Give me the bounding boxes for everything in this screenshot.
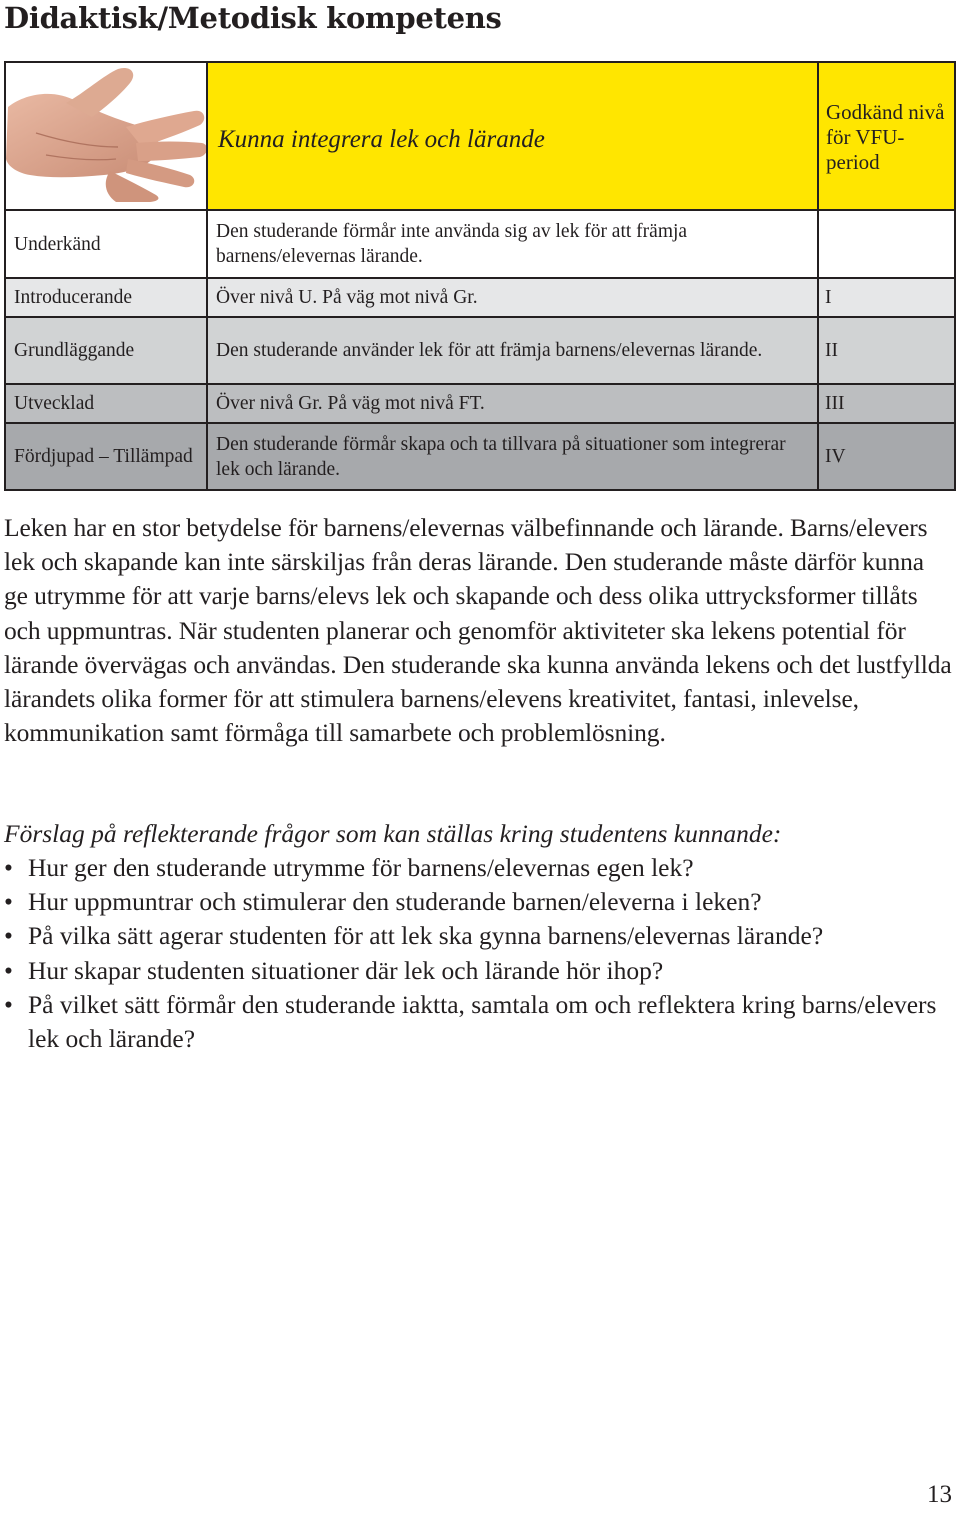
bullet-icon: • — [4, 921, 13, 951]
list-item — [4, 851, 954, 885]
grade-description: Den studerande använder lek för att främja barnens/elevernas lärande. — [207, 317, 818, 384]
question-text: Hur uppmuntrar och stimulerar den studerande barnen/eleverna i leken? — [28, 887, 762, 917]
grade-description: Över nivå U. På väg mot nivå Gr. — [207, 278, 818, 317]
grade-label: Introducerande — [5, 278, 207, 317]
grade-label: Utvecklad — [5, 384, 207, 423]
question-text: På vilket sätt förmår den studerande iaktta, samtala om och reflektera kring barns/elevers lek och lärande? — [28, 989, 937, 1054]
grade-description: Den studerande förmår skapa och ta tillvara på situationer som integrerar lek och lärande. — [207, 423, 818, 490]
grade-label: Underkänd — [5, 210, 207, 278]
grade-level: II — [818, 317, 955, 384]
page-title: Didaktisk/Metodisk kompetens — [4, 1, 502, 35]
question-text: På vilka sätt agerar studenten för att lek ska gynna barnens/elevernas lärande? — [28, 921, 824, 951]
grade-level: I — [818, 278, 955, 317]
grade-level — [818, 210, 955, 278]
grade-level: III — [818, 384, 955, 423]
criterion-title: Kunna integrera lek och lärande — [207, 62, 818, 210]
list-item — [4, 988, 954, 1056]
grade-label: Fördjupad – Tillämpad — [5, 423, 207, 490]
list-item — [4, 919, 954, 953]
rubric-row-fordjupad — [5, 423, 955, 490]
hand-illustration — [6, 63, 207, 202]
bullet-icon: • — [4, 853, 13, 882]
list-item — [4, 885, 954, 919]
hand-icon — [5, 62, 207, 210]
body-paragraph: Leken har en stor betydelse för barnens/elevernas välbefinnande och lärande. Barns/elevers lek och skapande kan inte särskiljas från deras lärande. Den studerande måste därför kunna ge utrymme för att varje barns/elevs lek och skapande och dess olika uttrycksformer tillåts och uppmuntras. När studenten planerar och genomför aktiviteter ska lekens potential för lärande övervägas och användas. Den studerande ska kunna använda lekens och det lustfyllda lärandets olika former för att stimulera barnens/elevens kreativitet, fantasi, inlevelse, kommunikation samt förmåga till samarbete och problemlösning. — [4, 513, 952, 748]
reflection-questions-list — [4, 851, 954, 1056]
bullet-icon: • — [4, 989, 13, 1019]
grade-description: Den studerande förmår inte använda sig av lek för att främja barnens/elevernas lärande. — [207, 210, 818, 278]
bullet-icon: • — [4, 955, 13, 985]
bullet-icon: • — [4, 887, 13, 917]
rubric-row-utvecklad — [5, 384, 955, 423]
questions-heading: Förslag på reflekterande frågor som kan ställas kring studentens kunnande: — [4, 819, 782, 848]
question-text: Hur ger den studerande utrymme för barnens/elevernas egen lek? — [28, 853, 694, 882]
list-item — [4, 954, 954, 988]
rubric-row-grundlaggande — [5, 317, 955, 384]
rubric-row-underkand — [5, 210, 955, 278]
rubric-header-row — [5, 62, 955, 210]
assessment-rubric-table — [4, 61, 956, 491]
page-number: 13 — [927, 1481, 952, 1508]
level-column-header: Godkänd nivå för VFU-period — [818, 62, 955, 210]
rubric-row-introducerande — [5, 278, 955, 317]
grade-label: Grundläggande — [5, 317, 207, 384]
grade-description: Över nivå Gr. På väg mot nivå FT. — [207, 384, 818, 423]
grade-level: IV — [818, 423, 955, 490]
question-text: Hur skapar studenten situationer där lek och lärande hör ihop? — [28, 955, 664, 985]
